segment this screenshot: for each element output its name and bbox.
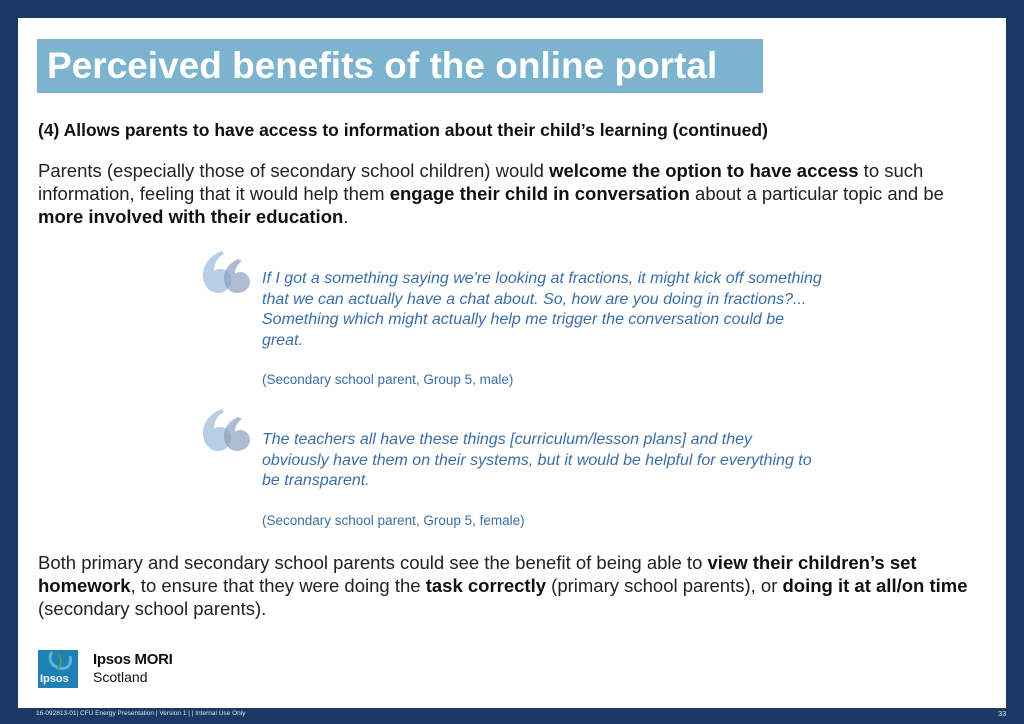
- conclusion-text-3: (primary school parents), or: [546, 575, 783, 596]
- quote-text: The teachers all have these things [curriculum/lesson plans] and they obviously have them on their systems, but it would be helpful for everything to be transparent.: [262, 431, 812, 489]
- ipsos-logo-icon: [38, 650, 78, 688]
- conclusion-text-1: Both primary and secondary school parents could see the benefit of being able to: [38, 552, 708, 573]
- slide: [18, 18, 1006, 708]
- intro-bold-2: engage their child in conversation: [389, 183, 690, 204]
- page-title: Perceived benefits of the online portal: [47, 45, 718, 86]
- quote-attribution: (Secondary school parent, Group 5, male): [262, 372, 514, 387]
- footer-reference: 16-092813-01| CFU Energy Presentation | Version 1 | | Internal Use Only: [36, 710, 246, 717]
- brand-name: Ipsos MORI: [93, 651, 173, 668]
- conclusion-text-4: (secondary school parents).: [38, 598, 267, 619]
- intro-text-3: about a particular topic and be: [689, 183, 944, 204]
- title-bar: [37, 39, 763, 93]
- quote-text: If I got a something saying we're looking at fractions, it might kick off something that we can actually have a chat about. So, how are you doing in fractions?... Something which might actually help me trigger the conversation could be great.: [262, 270, 822, 349]
- intro-text-1: Parents (especially those of secondary school children) would: [38, 160, 550, 181]
- page-number: 33: [998, 709, 1007, 718]
- conclusion-text-2: , to ensure that they were doing the: [130, 575, 426, 596]
- intro-paragraph: [38, 159, 993, 228]
- brand-subtitle: Scotland: [93, 669, 148, 685]
- conclusion-bold-1: view their children’s set homework: [38, 552, 917, 596]
- quote-mark-icon: [200, 407, 258, 453]
- quote-attribution: (Secondary school parent, Group 5, female): [262, 513, 525, 528]
- intro-bold-3: more involved with their education: [38, 206, 344, 227]
- conclusion-bold-2: task correctly: [425, 575, 547, 596]
- intro-text-4: .: [343, 206, 349, 227]
- section-subheading: (4) Allows parents to have access to information about their child’s learning (continued): [38, 120, 768, 140]
- quote-mark-icon: [200, 249, 258, 295]
- intro-bold-1: welcome the option to have access: [549, 160, 859, 181]
- intro-text-2: to such information, feeling that it would help them: [38, 160, 924, 204]
- logo-text: Ipsos: [40, 673, 69, 685]
- conclusion-paragraph: [38, 551, 993, 620]
- conclusion-bold-3: doing it at all/on time: [782, 575, 968, 596]
